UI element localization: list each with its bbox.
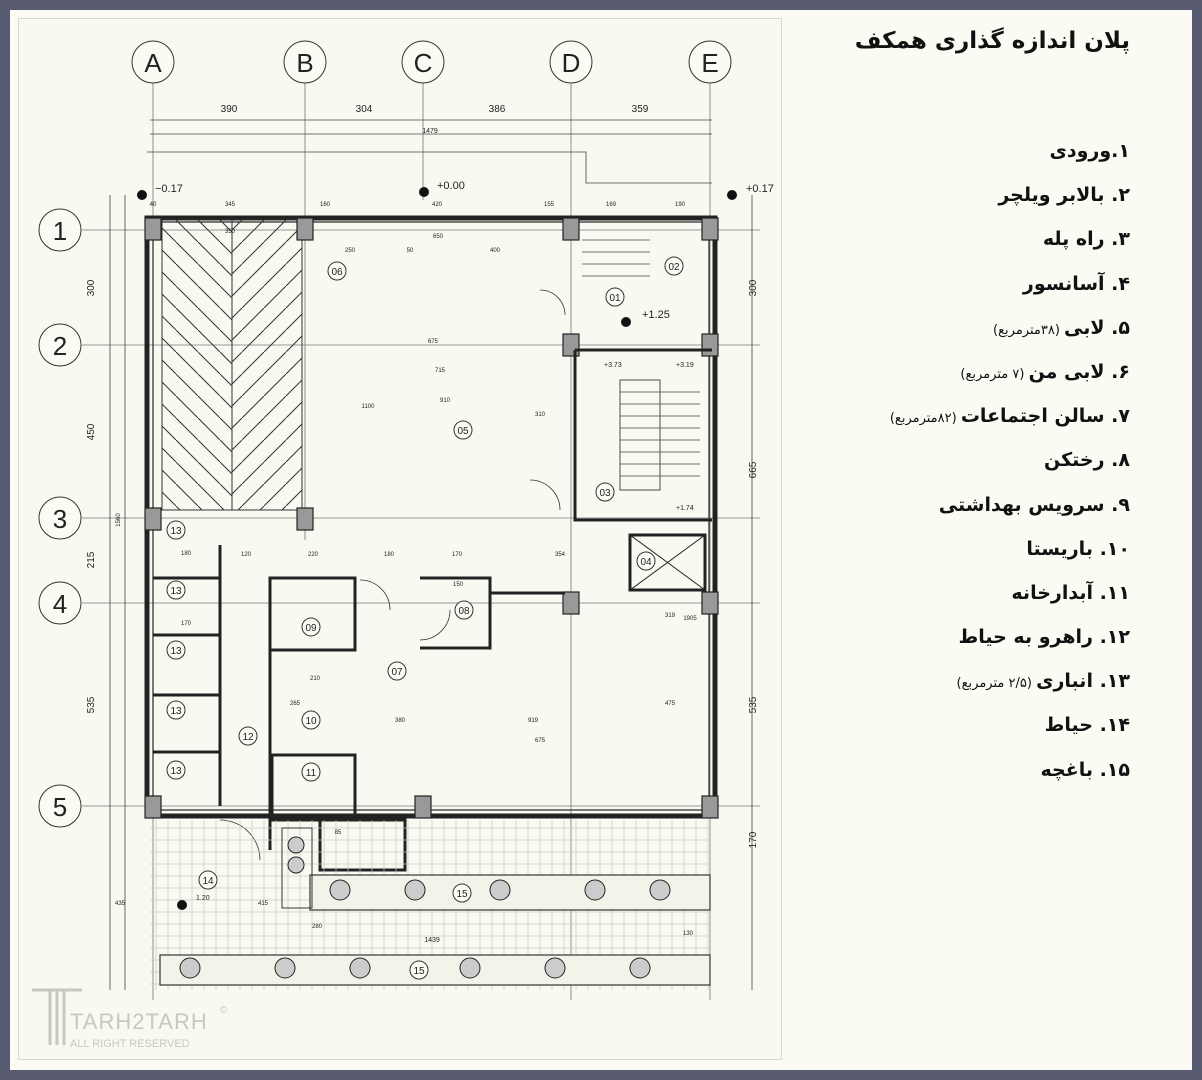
legend-item	[750, 401, 1130, 445]
inner-dimension: 345	[224, 202, 236, 208]
legend-item-label: ۵. لابی	[1064, 316, 1130, 339]
legend-item	[750, 445, 1130, 489]
left-dimension: 450	[86, 423, 97, 441]
left-total-dimension: 1560	[116, 513, 122, 527]
row-axis-label: 4	[52, 589, 68, 619]
level-annotation: +3.73	[604, 362, 622, 369]
legend-item-area: (۲/۵ مترمربع)	[956, 676, 1037, 692]
legend-item	[750, 313, 1130, 357]
legend-item-label: ۳. راه پله	[1042, 228, 1130, 251]
top-dimension: 390	[220, 104, 238, 115]
top-dimension: 304	[355, 104, 373, 115]
room-tag: 11	[305, 768, 317, 779]
legend-item-label: ۱۲. راهرو به حیاط	[958, 626, 1130, 649]
legend-item-label: ۱۴. حیاط	[1044, 714, 1130, 737]
interior-dimension: 150	[452, 582, 464, 588]
right-dimension: 300	[748, 279, 759, 297]
room-tag: 01	[609, 293, 621, 304]
level-annotation: +1.74	[676, 505, 694, 512]
legend-item-label: ۸. رختکن	[1044, 449, 1130, 472]
interior-dimension: 220	[307, 552, 319, 558]
interior-dimension: 919	[527, 718, 539, 724]
interior-dimension: 280	[311, 924, 323, 930]
interior-dimension: 319	[664, 613, 676, 619]
column-axis-label: E	[701, 48, 719, 78]
level-annotation: +0.00	[437, 180, 465, 192]
room-tag: 13	[170, 526, 182, 537]
room-tag: 10	[305, 716, 317, 727]
legend-item	[750, 578, 1130, 622]
legend-item	[750, 490, 1130, 534]
interior-dimension: 50	[406, 248, 414, 254]
plan-title: پلان اندازه گذاری همکف	[854, 28, 1130, 54]
row-axis-label: 3	[52, 504, 68, 534]
legend-item	[750, 136, 1130, 180]
right-dimension: 535	[748, 696, 759, 714]
column-axis-label: D	[561, 48, 581, 78]
room-tag: 15	[456, 889, 468, 900]
interior-dimension: 354	[554, 552, 566, 558]
legend-item-label: ۱۵. باغچه	[1040, 758, 1130, 781]
interior-dimension: 1100	[361, 404, 375, 410]
room-tag: 09	[305, 623, 317, 634]
room-tag: 08	[458, 606, 470, 617]
interior-dimension: 130	[682, 931, 694, 937]
left-dimension: 535	[86, 696, 97, 714]
level-annotation: +3.19	[676, 362, 694, 369]
legend-item	[750, 180, 1130, 224]
top-dimension: 359	[631, 104, 649, 115]
room-tag: 03	[599, 488, 611, 499]
inner-dimension: 155	[543, 202, 555, 208]
level-annotation: −0.17	[155, 183, 183, 195]
interior-dimension: 154	[378, 814, 390, 820]
interior-dimension: 415	[257, 901, 269, 907]
interior-dimension: 310	[534, 412, 546, 418]
interior-dimension: 675	[534, 738, 546, 744]
legend-item-label: ۱.ورودی	[1049, 140, 1130, 162]
right-dimension: 665	[748, 461, 759, 479]
logo-brand: TARH2TARH	[70, 1009, 208, 1034]
legend-item	[750, 666, 1130, 710]
interior-dimension: 265	[289, 701, 301, 707]
interior-dimension: 1905	[683, 616, 697, 622]
column-axis-label: B	[296, 48, 314, 78]
inner-dimension: 169	[605, 202, 617, 208]
logo-tagline: ALL RIGHT RESERVED	[70, 1038, 190, 1050]
legend-item-label: ۴. آسانسور	[1022, 272, 1130, 295]
level-annotation: 1.20	[196, 895, 210, 902]
legend-item-area: (۸۲مترمربع)	[889, 411, 961, 427]
legend-item	[750, 357, 1130, 401]
room-tag: 13	[170, 706, 182, 717]
legend-item-label: ۱۰. باریستا	[1026, 537, 1130, 560]
legend-list	[750, 136, 1130, 799]
row-axis-label: 5	[52, 792, 68, 822]
inner-dimension: 40	[149, 202, 157, 208]
column-axis-label: A	[144, 48, 162, 78]
room-tag: 13	[170, 766, 182, 777]
legend-item-label: ۱۱. آبدارخانه	[1011, 581, 1130, 604]
inner-dimension: 190	[674, 202, 686, 208]
interior-dimension: 435	[114, 901, 126, 907]
column-axis-label: C	[413, 48, 433, 78]
room-tag: 14	[202, 876, 214, 887]
bottom-total-dimension: 1439	[424, 937, 440, 944]
inner-dimension: 160	[319, 202, 331, 208]
interior-dimension: 170	[451, 552, 463, 558]
logo-copyright-mark: ©	[220, 1005, 228, 1016]
interior-dimension: 350	[224, 229, 236, 235]
legend-item	[750, 622, 1130, 666]
row-axis-label: 1	[52, 216, 68, 246]
room-tag: 13	[170, 586, 182, 597]
interior-dimension: 170	[180, 621, 192, 627]
room-tag: 06	[331, 267, 343, 278]
legend-item-label: ۲. بالابر ویلچر	[998, 184, 1130, 207]
row-axis-label: 2	[52, 331, 68, 361]
left-dimension: 215	[86, 551, 97, 569]
room-tag: 05	[457, 426, 469, 437]
legend-item-area: (۳۸مترمربع)	[993, 322, 1065, 338]
room-tag: 15	[413, 966, 425, 977]
interior-dimension: 380	[394, 718, 406, 724]
inner-dimension: 420	[431, 202, 443, 208]
room-tag: 07	[391, 667, 403, 678]
interior-dimension: 85	[334, 830, 342, 836]
interior-dimension: 400	[489, 248, 501, 254]
room-tag: 12	[242, 732, 254, 743]
legend-item-label: ۱۳. انباری	[1036, 670, 1130, 693]
legend-item-label: ۹. سرویس بهداشتی	[938, 493, 1130, 516]
interior-dimension: 210	[309, 676, 321, 682]
interior-dimension: 120	[240, 552, 252, 558]
interior-dimension: 180	[383, 552, 395, 558]
level-annotation: +0.17	[746, 183, 774, 195]
interior-dimension: 705	[560, 814, 572, 820]
room-tag: 04	[640, 557, 652, 568]
legend-panel	[750, 20, 1130, 799]
right-dimension: 170	[748, 831, 759, 849]
legend-item-label: ۶. لابی من	[1028, 360, 1130, 383]
interior-dimension: 250	[344, 248, 356, 254]
level-annotation: +1.25	[642, 309, 670, 321]
top-dimension: 386	[488, 104, 506, 115]
legend-item	[750, 534, 1130, 578]
legend-item	[750, 755, 1130, 799]
legend-item-label: ۷. سالن اجتماعات	[960, 405, 1130, 428]
room-tag: 13	[170, 646, 182, 657]
interior-dimension: 715	[434, 368, 446, 374]
interior-dimension: 180	[180, 551, 192, 557]
legend-item-area: (۷ مترمربع)	[960, 366, 1029, 382]
legend-item	[750, 269, 1130, 313]
legend-item	[750, 224, 1130, 268]
tarh2tarh-logo	[30, 985, 240, 1055]
overall-dimension: 1479	[422, 128, 438, 135]
interior-dimension: 475	[664, 701, 676, 707]
interior-dimension: 650	[432, 234, 444, 240]
room-tag: 02	[668, 262, 680, 273]
legend-item	[750, 710, 1130, 754]
left-dimension: 300	[86, 279, 97, 297]
interior-dimension: 910	[439, 398, 451, 404]
interior-dimension: 675	[427, 339, 439, 345]
